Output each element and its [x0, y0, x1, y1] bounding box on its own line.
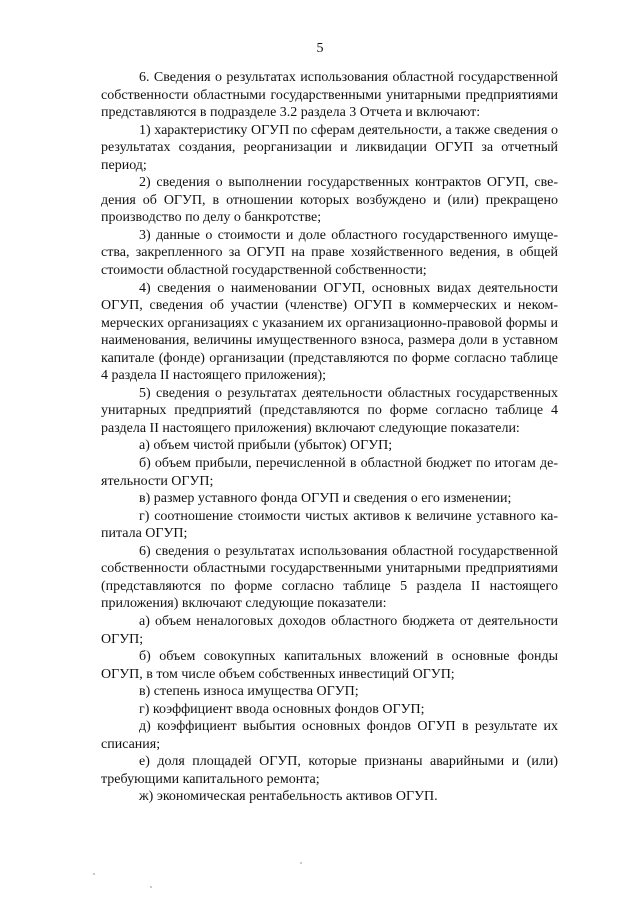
paragraph-item-3: 3) данные о стоимости и доле областного государственного имущества, закрепленного за ОГУП на праве хозяйственного ведения, в общей стоимости областной государственной собственности;	[101, 227, 558, 279]
paragraph-item-5-a: а) объем чистой прибыли (убыток) ОГУП;	[139, 438, 393, 454]
paragraph-item-2: 2) сведения о выполнении государственных контрактов ОГУП, сведения об ОГУП, в отношении которых возбуждено и (или) прекращено производство по делу о банкротстве;	[101, 175, 558, 226]
scan-speck	[93, 873, 95, 875]
paragraph-section-6-intro: 6. Сведения о результатах использования областной государственной собственности областными государственными унитарными предприятиями представляются в подразделе 3.2 раздела 3 Отчета и включают:	[101, 70, 558, 121]
paragraph-item-6: 6) сведения о результатах использования областной государственной собственности областными государственными унитарными предприятиями (представляются по форме согласно таблице 5 раздела II настоящего приложения) включают следующие показатели:	[101, 543, 558, 612]
paragraph-item-5: 5) сведения о результатах деятельности областных государственных унитарных предприятий (представляются по форме согласно таблице 4 раздела II настоящего приложения) включают следующие показатели:	[101, 385, 558, 436]
paragraph-item-6-b: б) объем совокупных капитальных вложений в основные фонды ОГУП, в том числе объем собственных инвестиций ОГУП;	[101, 649, 558, 682]
paragraph-item-5-v: в) размер уставного фонда ОГУП и сведения о его изменении;	[139, 491, 512, 507]
paragraph-item-5-b: б) объем прибыли, перечисленной в областной бюджет по итогам деятельности ОГУП;	[101, 456, 558, 489]
page-number: 5	[316, 41, 324, 56]
paragraph-item-6-a: а) объем неналоговых доходов областного бюджета от деятельности ОГУП;	[101, 613, 558, 647]
document-body	[101, 69, 558, 806]
scan-speck	[150, 886, 152, 888]
paragraph-item-1: 1) характеристику ОГУП по сферам деятельности, а также сведения о результатах создания, реорганизации и ликвидации ОГУП за отчетный период;	[101, 122, 558, 173]
paragraph-item-5-g: г) соотношение стоимости чистых активов к величине уставного капитала ОГУП;	[101, 508, 558, 542]
paragraph-item-6-zh: ж) экономическая рентабельность активов ОГУП.	[139, 789, 438, 805]
paragraph-item-4: 4) сведения о наименовании ОГУП, основных видах деятельности ОГУП, сведения об участии (членстве) ОГУП в коммерческих и некоммерческих организациях с указанием их организационно-правовой формы и наименования, величины имущественного взноса, размера доли в уставном капитале (фонде) организации (представляются по форме согласно таблице 4 раздела II настоящего приложения);	[101, 280, 558, 384]
paragraph-item-6-e: е) доля площадей ОГУП, которые признаны аварийными и (или) требующими капитального ремонта;	[101, 754, 558, 787]
paragraph-item-6-v: в) степень износа имущества ОГУП;	[139, 684, 359, 700]
paragraph-item-6-d: д) коэффициент выбытия основных фондов ОГУП в результате их списания;	[101, 719, 558, 752]
scan-speck	[300, 862, 302, 864]
paragraph-item-6-g: г) коэффициент ввода основных фондов ОГУП;	[139, 701, 425, 717]
